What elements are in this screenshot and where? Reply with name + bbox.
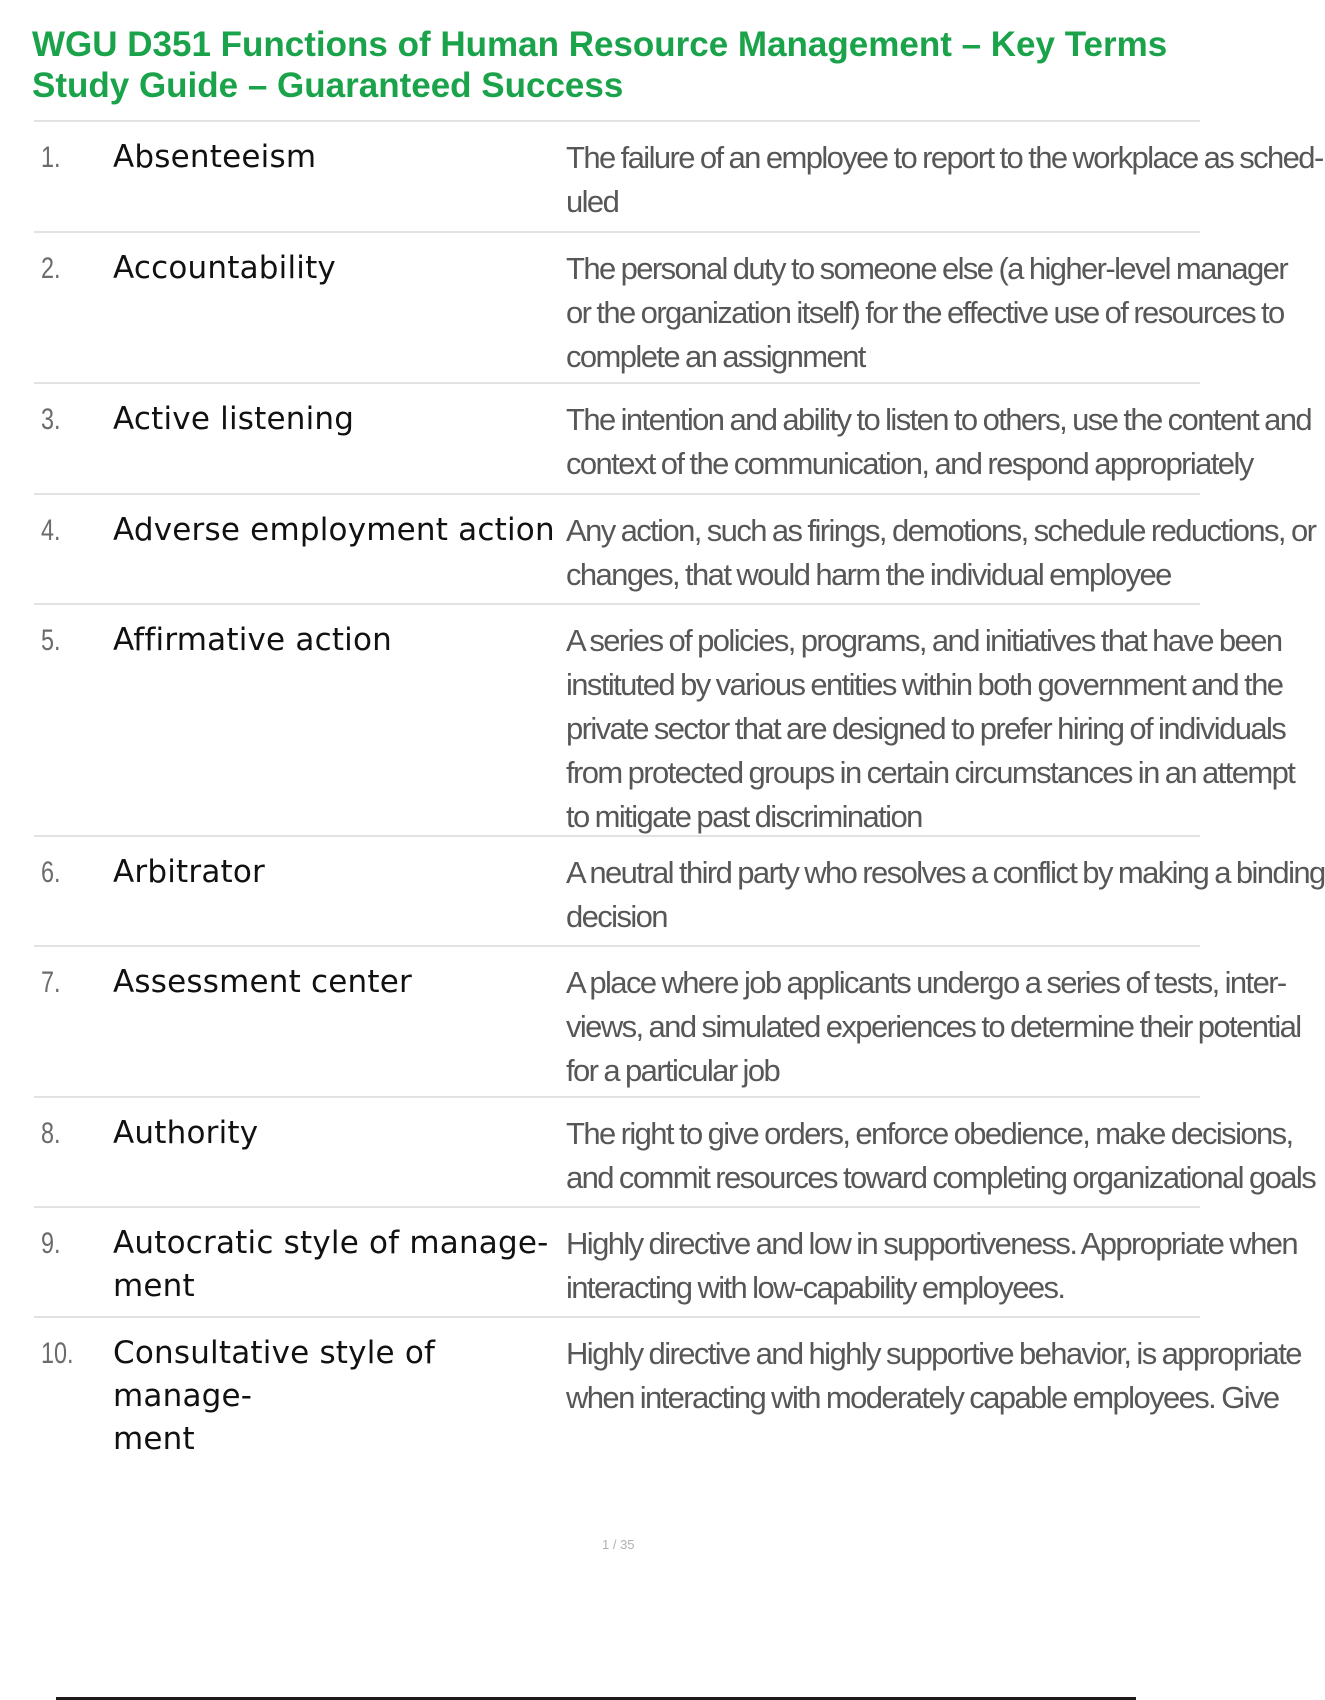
term-definition-line: Highly directive and highly supportive behavior, is appropriate <box>566 1336 1301 1371</box>
term-name: Consultative style of manage- ment <box>113 1335 436 1457</box>
term-number: 4. <box>41 514 61 547</box>
term-definition-line: decision <box>566 899 667 934</box>
term-number: 10. <box>41 1337 74 1370</box>
term-definition <box>566 247 1288 379</box>
term-definition-line: views, and simulated experiences to determine their potential <box>566 1009 1301 1044</box>
term-number: 2. <box>41 252 61 285</box>
term-row <box>34 837 1325 947</box>
term-definition-line: The intention and ability to listen to others, use the content and <box>566 402 1312 437</box>
term-definition-line: A neutral third party who resolves a conflict by making a binding <box>566 855 1325 890</box>
term-row <box>34 947 1301 1098</box>
term-definition-line: A place where job applicants undergo a series of tests, inter- <box>566 965 1286 1000</box>
term-definition <box>566 1332 1301 1420</box>
term-definition-line: A series of policies, programs, and initiatives that have been <box>566 623 1282 658</box>
term-definition <box>566 851 1325 939</box>
term-definition-line: context of the communication, and respond appropriately <box>566 446 1253 481</box>
term-definition-line: or the organization itself) for the effective use of resources to <box>566 295 1284 330</box>
title-line-2: Study Guide – Guaranteed Success <box>32 66 624 105</box>
term-definition <box>566 961 1301 1093</box>
term-definition <box>566 398 1312 486</box>
term-definition <box>566 1112 1316 1200</box>
term-definition-line: The personal duty to someone else (a higher-level manager <box>566 251 1288 286</box>
term-row <box>34 495 1316 605</box>
term-definition-line: from protected groups in certain circumstances in an attempt <box>566 755 1295 790</box>
term-name: Adverse employment action <box>113 512 555 548</box>
term-name: Assessment center <box>113 964 412 1000</box>
term-number: 7. <box>41 966 61 999</box>
page-title <box>32 24 1200 106</box>
term-definition-line: changes, that would harm the individual employee <box>566 557 1171 592</box>
term-definition-line: for a particular job <box>566 1053 780 1088</box>
term-row <box>34 122 1323 233</box>
term-number: 3. <box>41 403 61 436</box>
term-name: Absenteeism <box>113 139 317 175</box>
term-name: Active listening <box>113 401 355 437</box>
term-name: Arbitrator <box>113 854 266 890</box>
term-definition-line: Highly directive and low in supportiveness. Appropriate when <box>566 1226 1298 1261</box>
term-row <box>34 384 1312 495</box>
term-definition <box>566 619 1295 839</box>
term-name: Accountability <box>113 250 336 286</box>
term-row <box>34 233 1288 384</box>
term-definition <box>566 1222 1298 1310</box>
term-name: Affirmative action <box>113 622 392 658</box>
term-number: 1. <box>41 141 61 174</box>
term-definition-line: complete an assignment <box>566 339 865 374</box>
term-row <box>34 1098 1316 1208</box>
term-definition-line: when interacting with moderately capable employees. Give <box>566 1380 1279 1415</box>
term-definition <box>566 509 1316 597</box>
term-definition-line: instituted by various entities within both government and the <box>566 667 1283 702</box>
term-number: 8. <box>41 1117 61 1150</box>
term-definition-line: interacting with low-capability employees. <box>566 1270 1065 1305</box>
term-definition-line: Any action, such as firings, demotions, schedule reductions, or <box>566 513 1316 548</box>
term-number: 5. <box>41 624 61 657</box>
title-line-1: WGU D351 Functions of Human Resource Management – Key Terms <box>32 25 1168 64</box>
term-row <box>34 1208 1298 1318</box>
term-definition-line: to mitigate past discrimination <box>566 799 922 834</box>
key-terms-list <box>34 120 1325 1457</box>
term-definition-line: and commit resources toward completing organizational goals <box>566 1160 1316 1195</box>
term-definition-line: uled <box>566 184 619 219</box>
term-definition-line: The failure of an employee to report to the workplace as sched- <box>566 140 1323 175</box>
term-name: Autocratic style of manage- ment <box>113 1225 549 1304</box>
term-number: 9. <box>41 1227 61 1260</box>
page-number: 1 / 35 <box>602 1537 635 1552</box>
term-definition <box>566 136 1323 224</box>
term-number: 6. <box>41 856 61 889</box>
term-definition-line: The right to give orders, enforce obedience, make decisions, <box>566 1116 1293 1151</box>
term-row <box>34 1318 1301 1457</box>
term-row <box>34 605 1295 837</box>
term-name: Authority <box>113 1115 259 1151</box>
term-definition-line: private sector that are designed to prefer hiring of individuals <box>566 711 1286 746</box>
